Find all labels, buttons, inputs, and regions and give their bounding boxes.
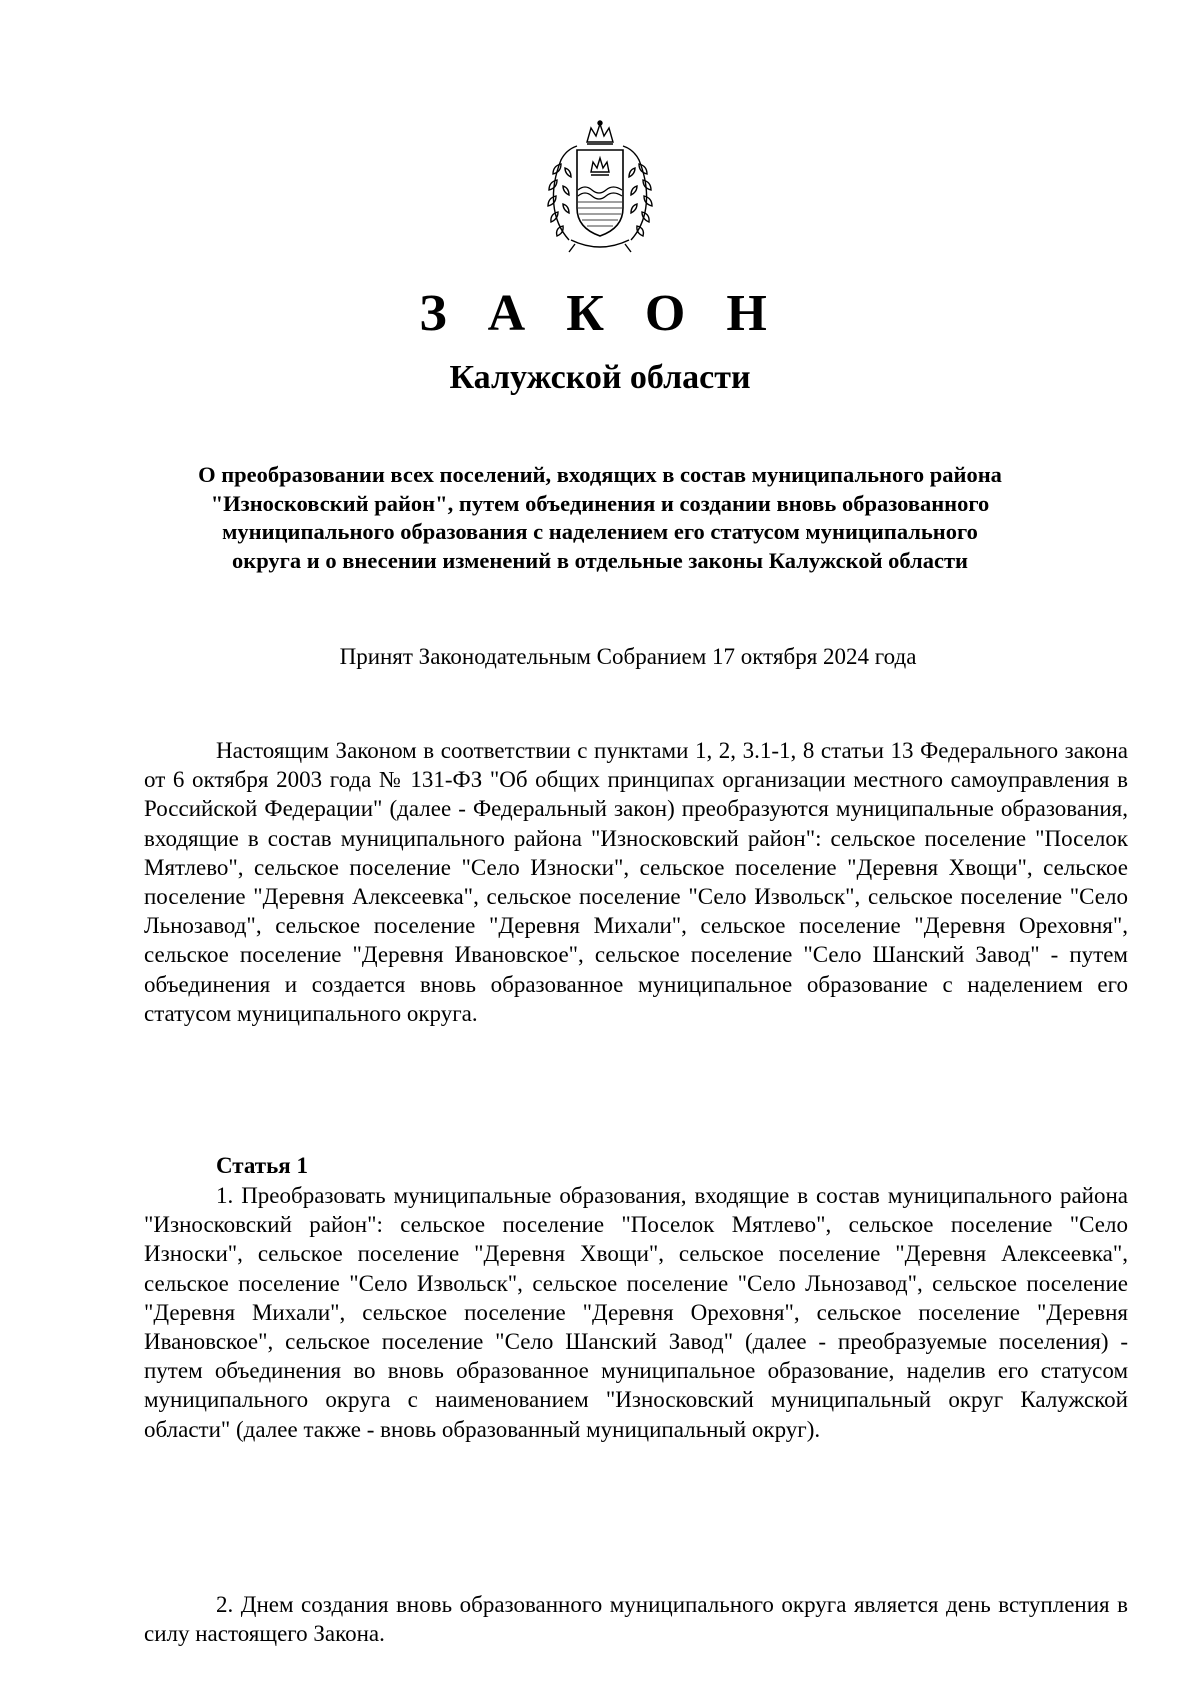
- kaluga-region-coat-of-arms-icon: [541, 120, 659, 256]
- article-1-paragraph-1: 1. Преобразовать муниципальные образования, входящие в состав муниципального района "Износковский район": сельское поселение "Поселок Мятлево", сельское поселение "Село Износки", сельское поселение "Деревня Хвощи", сельское поселение "Деревня Алексеевка", сельское поселение "Село Извольск", сельское поселение "Село Льнозавод", сельское поселение "Деревня Михали", сельское поселение "Деревня Ореховня", сельское поселение "Деревня Ивановское", сельское поселение "Село Шанский Завод" (далее - преобразуемые поселения) - путем объединения во вновь образованное муниципальное образование, наделив его статусом муниципального округа с наименованием "Износковский муниципальный округ Калужской области" (далее также - вновь образованный муниципальный округ).: [144, 1183, 1128, 1442]
- subject-line: "Износковский район", путем объединения и создании вновь образованного: [210, 490, 990, 516]
- adoption-date-line: Принят Законодательным Собранием 17 октября 2024 года: [339, 644, 917, 669]
- law-title: З А К О Н: [419, 285, 781, 342]
- subject-line: О преобразовании всех поселений, входящих в состав муниципального района: [198, 462, 1002, 487]
- law-subject-title: [150, 461, 1050, 575]
- subject-line: округа и о внесении изменений в отдельные законы Калужской области: [232, 547, 968, 573]
- subject-line: муниципального образования с наделением его статусом муниципального: [222, 519, 978, 544]
- region-name: Калужской области: [449, 359, 751, 396]
- preamble-paragraph: Настоящим Законом в соответствии с пунктами 1, 2, 3.1-1, 8 статьи 13 Федерального закона от 6 октября 2003 года № 131-ФЗ "Об общих принципах организации местного самоуправления в Российской Федерации" (далее - Федеральный закон) преобразуются муниципальные образования, входящие в состав муниципального района "Износковский район": сельское поселение "Поселок Мятлево", сельское поселение "Село Износки", сельское поселение "Деревня Хвощи", сельское поселение "Деревня Алексеевка", сельское поселение "Село Извольск", сельское поселение "Село Льнозавод", сельское поселение "Деревня Михали", сельское поселение "Деревня Ореховня", сельское поселение "Деревня Ивановское", сельское поселение "Село Шанский Завод" - путем объединения и создается вновь образованное муниципальное образование с наделением его статусом муниципального округа.: [144, 738, 1128, 1026]
- article-1-heading: Статья 1: [216, 1153, 308, 1178]
- article-1-paragraph-2: 2. Днем создания вновь образованного муниципального округа является день вступления в силу настоящего Закона.: [144, 1592, 1128, 1647]
